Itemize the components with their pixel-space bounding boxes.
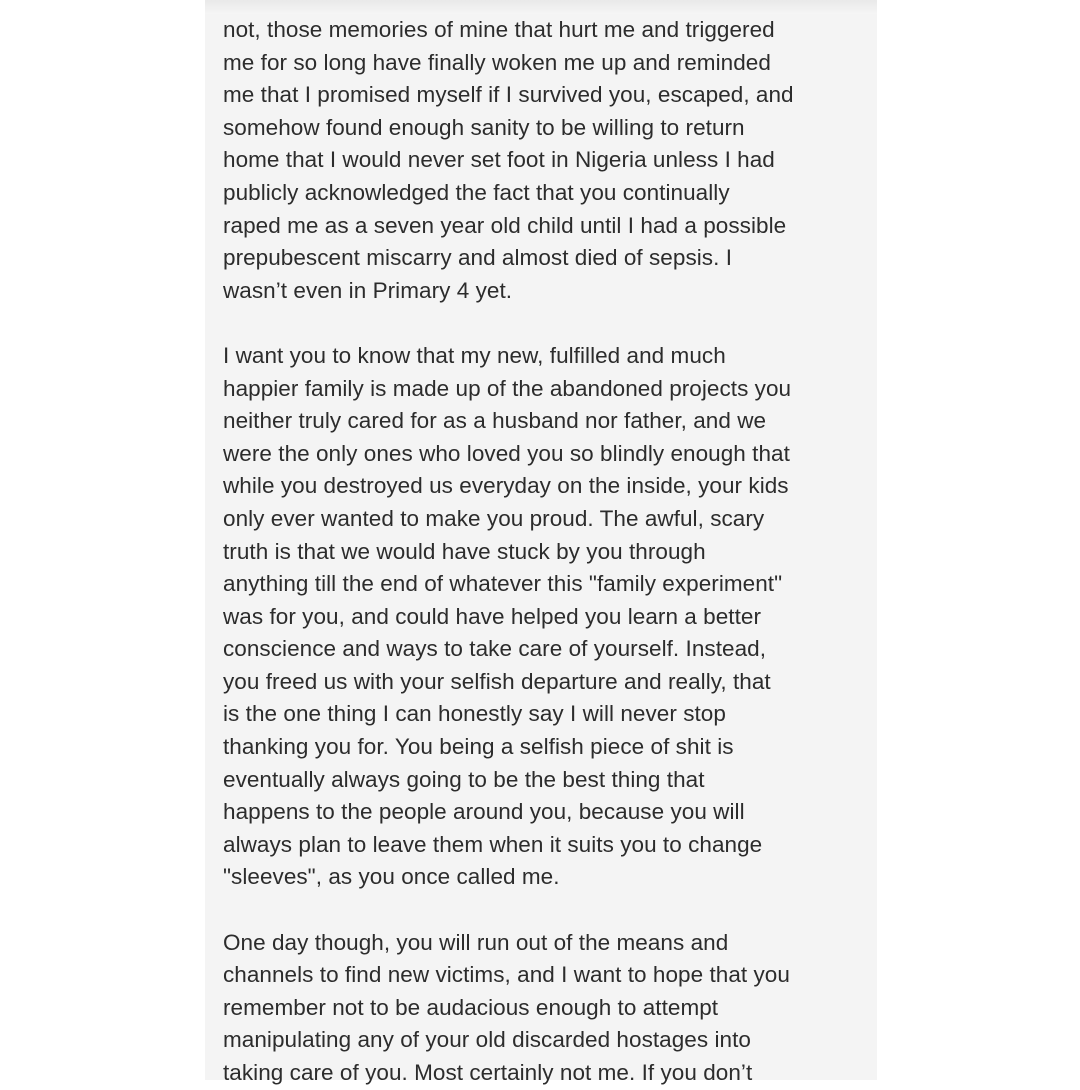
note-page bbox=[205, 14, 877, 1085]
text-line: eventually always going to be the best thing that bbox=[223, 766, 705, 792]
text-line: anything till the end of whatever this "family experiment" bbox=[223, 571, 783, 597]
text-line: prepubescent miscarry and almost died of sepsis. I bbox=[223, 245, 732, 271]
text-line: not, those memories of mine that hurt me and triggered bbox=[223, 17, 775, 42]
top-edge-shadow bbox=[205, 0, 877, 14]
note-body bbox=[223, 14, 863, 1090]
text-line: happier family is made up of the abandoned projects you bbox=[223, 375, 792, 401]
paragraph-1 bbox=[223, 14, 863, 307]
text-line: while you destroyed us everyday on the inside, your kids bbox=[223, 473, 789, 499]
text-line: channels to find new victims, and I want to hope that you bbox=[223, 962, 790, 988]
text-line: you freed us with your selfish departure and really, that bbox=[223, 668, 771, 694]
text-line: truth is that we would have stuck by you through bbox=[223, 538, 706, 564]
text-line: raped me as a seven year old child until I had a possible bbox=[223, 212, 787, 238]
paragraph-3 bbox=[223, 927, 863, 1090]
text-line: only ever wanted to make you proud. The awful, scary bbox=[223, 505, 765, 531]
text-line: always plan to leave them when it suits you to change bbox=[223, 831, 763, 857]
text-line: conscience and ways to take care of yourself. Instead, bbox=[223, 636, 766, 662]
text-line: is the one thing I can honestly say I will never stop bbox=[223, 701, 726, 727]
text-line: One day though, you will run out of the means and bbox=[223, 929, 729, 955]
paragraph-2 bbox=[223, 340, 863, 894]
paragraph-spacer bbox=[223, 894, 863, 927]
text-line: somehow found enough sanity to be willing to return bbox=[223, 114, 745, 140]
text-line: manipulating any of your old discarded hostages into bbox=[223, 1027, 751, 1053]
text-line: I want you to know that my new, fulfilled and much bbox=[223, 342, 726, 368]
paragraph-spacer bbox=[223, 307, 863, 340]
text-line: taking care of you. Most certainly not me. If you don’t bbox=[223, 1060, 753, 1085]
text-line: happens to the people around you, because you will bbox=[223, 799, 745, 825]
text-line: was for you, and could have helped you learn a better bbox=[223, 603, 762, 629]
text-line: me for so long have finally woken me up and reminded bbox=[223, 49, 771, 75]
text-line: thanking you for. You being a selfish piece of shit is bbox=[223, 734, 734, 760]
text-line: remember not to be audacious enough to attempt bbox=[223, 994, 719, 1020]
text-line: neither truly cared for as a husband nor father, and we bbox=[223, 408, 767, 434]
text-line: "sleeves", as you once called me. bbox=[223, 864, 560, 890]
text-line: wasn’t even in Primary 4 yet. bbox=[223, 277, 513, 303]
text-line: home that I would never set foot in Nigeria unless I had bbox=[223, 147, 775, 173]
text-line: were the only ones who loved you so blindly enough that bbox=[223, 440, 790, 466]
text-line: publicly acknowledged the fact that you continually bbox=[223, 179, 730, 205]
text-line: me that I promised myself if I survived you, escaped, and bbox=[223, 82, 794, 108]
